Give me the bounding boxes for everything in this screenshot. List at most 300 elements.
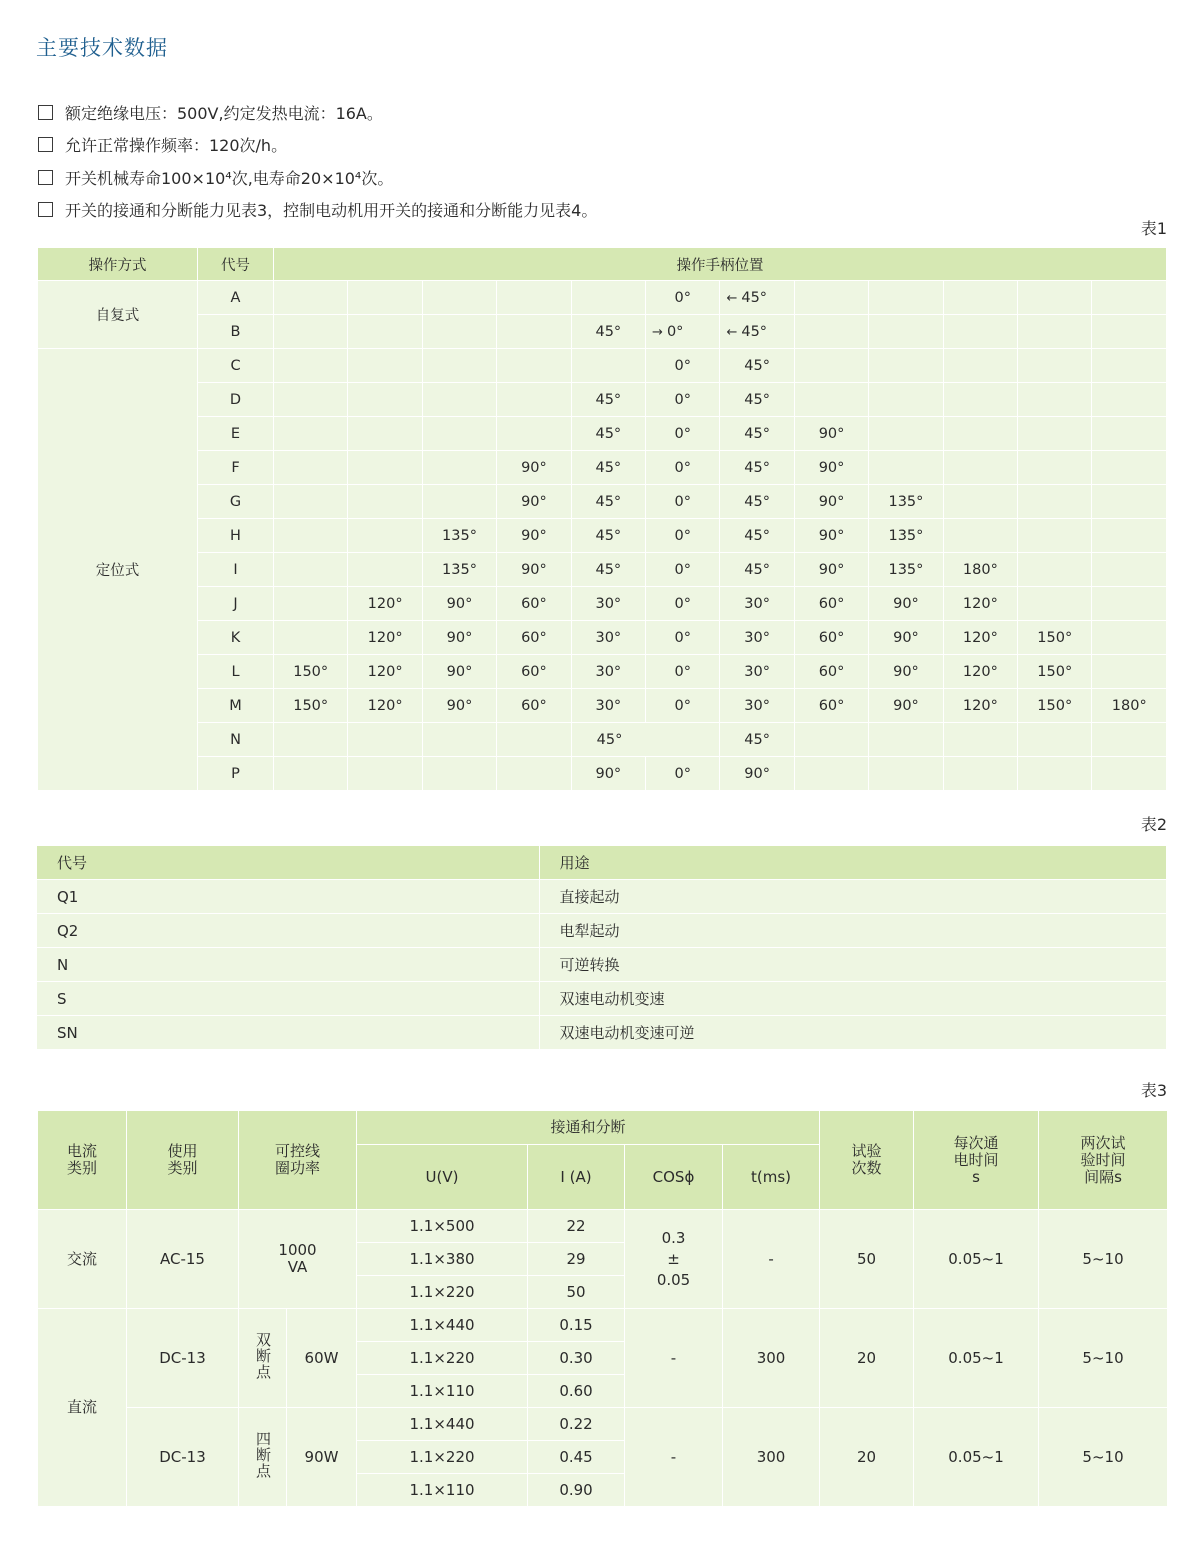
break-type-text: 四断点 (254, 1431, 272, 1479)
position-cell (646, 417, 720, 451)
position-cell (869, 417, 943, 451)
position-cell (794, 315, 868, 349)
current-type-cell: 直流 (38, 1309, 127, 1507)
position-value: 90° (893, 697, 919, 714)
i-cell: 0.60 (528, 1375, 625, 1408)
use-cell: 可逆转换 (539, 948, 1167, 982)
position-cell (497, 417, 571, 451)
position-cell (571, 417, 645, 451)
position-cell (348, 349, 422, 383)
position-cell (422, 723, 496, 757)
position-cell (274, 689, 348, 723)
use-cell: 直接起动 (539, 880, 1167, 914)
position-cell (943, 553, 1017, 587)
position-cell (646, 451, 720, 485)
header-make-break: 接通和分断 (357, 1111, 820, 1145)
position-cell (1018, 621, 1092, 655)
table3-header-row (38, 1111, 1168, 1145)
header-mode: 操作方式 (38, 248, 198, 281)
bullet-text: 允许正常操作频率：120次/h。 (65, 136, 288, 156)
position-value: 45° (744, 425, 770, 442)
position-cell (943, 281, 1017, 315)
position-value: 30° (595, 663, 622, 680)
position-cell (497, 451, 571, 485)
page-title: 主要技术数据 (36, 36, 168, 60)
u-cell: 1.1×220 (357, 1276, 528, 1309)
position-value: 0° (674, 765, 691, 782)
code-cell: S (37, 982, 539, 1016)
position-cell (646, 349, 720, 383)
code-cell: H (198, 519, 274, 553)
position-value: 0° (674, 493, 691, 510)
table-row (38, 655, 1167, 689)
use-type-cell: AC-15 (127, 1210, 239, 1309)
position-cell (646, 281, 720, 315)
position-cell (422, 315, 496, 349)
position-value: 0° (666, 323, 684, 340)
position-cell (422, 349, 496, 383)
position-cell (571, 723, 720, 757)
table-row (38, 417, 1167, 451)
position-cell (869, 553, 943, 587)
position-value: 90° (818, 459, 845, 476)
header-positions: 操作手柄位置 (274, 248, 1167, 281)
position-value: 90° (446, 697, 473, 714)
checkbox-icon (38, 170, 53, 185)
position-value: 120° (962, 629, 998, 646)
position-cell (497, 757, 571, 791)
code-cell: A (198, 281, 274, 315)
position-value: 45° (595, 323, 622, 340)
position-value: 90° (446, 595, 473, 612)
table-row (38, 519, 1167, 553)
code-cell: G (198, 485, 274, 519)
position-value: 120° (962, 595, 998, 612)
u-cell: 1.1×110 (357, 1474, 528, 1507)
position-cell (348, 485, 422, 519)
position-value: 60° (818, 663, 845, 680)
position-cell (422, 757, 496, 791)
position-cell (274, 553, 348, 587)
position-cell (1092, 723, 1167, 757)
position-cell (1018, 587, 1092, 621)
position-cell (869, 383, 943, 417)
table-row (38, 349, 1167, 383)
position-cell (497, 621, 571, 655)
position-cell (1092, 757, 1167, 791)
header-cos: COSϕ (625, 1145, 723, 1210)
use-cell: 双速电动机变速 (539, 982, 1167, 1016)
position-cell (1018, 451, 1092, 485)
position-cell (571, 587, 645, 621)
position-cell (943, 689, 1017, 723)
position-cell (348, 689, 422, 723)
position-cell (571, 349, 645, 383)
tests-cell: 20 (820, 1408, 914, 1507)
table1-header-row (38, 248, 1167, 281)
bullet-item (38, 161, 597, 194)
position-value: 120° (962, 697, 998, 714)
position-cell (497, 349, 571, 383)
position-value: 90° (446, 629, 473, 646)
position-cell (1018, 519, 1092, 553)
position-value: 0° (674, 391, 691, 408)
position-cell (571, 383, 645, 417)
t-cell: - (723, 1210, 820, 1309)
position-cell (646, 621, 720, 655)
position-value: 120° (962, 663, 998, 680)
position-value: 60° (818, 697, 845, 714)
code-cell: N (37, 948, 539, 982)
position-cell (720, 757, 794, 791)
position-cell (274, 485, 348, 519)
position-cell (497, 689, 571, 723)
table-row (37, 948, 1167, 982)
position-cell (348, 723, 422, 757)
energize-time-cell: 0.05~1 (914, 1210, 1039, 1309)
position-value: 45° (744, 459, 770, 476)
position-cell (720, 587, 794, 621)
bullet-text: 开关机械寿命100×10⁴次,电寿命20×10⁴次。 (65, 168, 394, 188)
position-value: 30° (744, 697, 770, 714)
position-cell (720, 349, 794, 383)
position-value: 45° (595, 425, 622, 442)
position-value: 0° (674, 289, 691, 306)
position-cell (348, 757, 422, 791)
bullet-item (38, 129, 597, 162)
position-cell (422, 383, 496, 417)
i-cell: 0.30 (528, 1342, 625, 1375)
position-value: 60° (521, 595, 547, 612)
position-cell (1018, 383, 1092, 417)
position-cell (274, 723, 348, 757)
header-use: 用途 (539, 846, 1167, 880)
i-cell: 0.45 (528, 1441, 625, 1474)
use-type-cell: DC-13 (127, 1309, 239, 1408)
position-value: 45° (744, 357, 770, 374)
t-cell: 300 (723, 1408, 820, 1507)
tests-cell: 20 (820, 1309, 914, 1408)
coil-power-cell: 1000 VA (239, 1210, 357, 1309)
position-cell (1092, 587, 1167, 621)
position-cell (720, 689, 794, 723)
position-cell (869, 587, 943, 621)
position-cell (348, 315, 422, 349)
position-value: 60° (818, 629, 845, 646)
position-cell (794, 485, 868, 519)
table-row (38, 757, 1167, 791)
cos-cell: - (625, 1309, 723, 1408)
header-interval: 两次试 验时间 间隔s (1039, 1111, 1168, 1210)
position-cell (1092, 689, 1167, 723)
position-cell (1092, 553, 1167, 587)
position-value: 0° (674, 459, 691, 476)
position-cell (1092, 281, 1167, 315)
position-cell (1092, 451, 1167, 485)
position-cell (794, 519, 868, 553)
position-cell (720, 519, 794, 553)
position-value: 30° (744, 595, 770, 612)
position-value: 60° (521, 697, 547, 714)
code-cell: SN (37, 1016, 539, 1050)
position-cell (869, 621, 943, 655)
position-value: 135° (442, 561, 477, 578)
position-cell (571, 451, 645, 485)
position-cell (646, 757, 720, 791)
table-row (38, 553, 1167, 587)
position-value: 45° (744, 561, 770, 578)
position-cell (794, 417, 868, 451)
position-cell (348, 655, 422, 689)
position-cell (1092, 315, 1167, 349)
position-cell (794, 655, 868, 689)
checkbox-icon (38, 202, 53, 217)
position-value: 150° (1037, 697, 1073, 714)
header-code: 代号 (198, 248, 274, 281)
position-cell (1092, 655, 1167, 689)
table2-label: 表2 (1140, 815, 1167, 834)
position-cell (1018, 757, 1092, 791)
position-cell (1018, 281, 1092, 315)
energize-time-cell: 0.05~1 (914, 1309, 1039, 1408)
position-cell (646, 383, 720, 417)
position-cell (274, 281, 348, 315)
position-value: 90° (818, 425, 845, 442)
header-i: I (A) (528, 1145, 625, 1210)
position-cell (869, 451, 943, 485)
bullet-list (38, 96, 597, 226)
header-tests: 试验 次数 (820, 1111, 914, 1210)
position-cell (1018, 485, 1092, 519)
position-value: 45° (744, 493, 770, 510)
position-cell (348, 587, 422, 621)
position-cell (422, 689, 496, 723)
u-cell: 1.1×380 (357, 1243, 528, 1276)
position-cell (943, 315, 1017, 349)
position-cell (794, 689, 868, 723)
position-cell (943, 451, 1017, 485)
t-cell: 300 (723, 1309, 820, 1408)
table-row (38, 1309, 1168, 1342)
position-value: 135° (888, 561, 924, 578)
position-value: 30° (595, 595, 622, 612)
position-cell (422, 485, 496, 519)
position-cell (422, 281, 496, 315)
interval-cell: 5~10 (1039, 1408, 1168, 1507)
position-cell (1018, 723, 1092, 757)
position-value: 30° (595, 697, 622, 714)
position-cell (794, 349, 868, 383)
position-cell (646, 519, 720, 553)
position-cell (1018, 553, 1092, 587)
position-cell (794, 757, 868, 791)
position-value: 45° (595, 561, 622, 578)
break-type-cell (239, 1309, 287, 1408)
position-value: 180° (1111, 697, 1147, 714)
position-cell (497, 281, 571, 315)
position-value: 0° (674, 595, 691, 612)
u-cell: 1.1×220 (357, 1342, 528, 1375)
table-row (38, 383, 1167, 417)
position-cell (720, 553, 794, 587)
table2 (37, 846, 1167, 1050)
position-cell (571, 689, 645, 723)
position-cell (348, 621, 422, 655)
table-row (38, 315, 1167, 349)
position-cell (1092, 485, 1167, 519)
position-cell (869, 519, 943, 553)
position-value: 90° (521, 561, 547, 578)
position-cell (943, 621, 1017, 655)
position-cell (571, 519, 645, 553)
position-value: 180° (962, 561, 998, 578)
position-cell (274, 451, 348, 485)
position-cell (720, 315, 794, 349)
position-value: 30° (744, 663, 770, 680)
position-cell (1018, 689, 1092, 723)
position-cell (869, 315, 943, 349)
position-cell (943, 383, 1017, 417)
position-cell (422, 451, 496, 485)
position-value: 120° (367, 595, 403, 612)
position-cell (274, 757, 348, 791)
table-row (38, 587, 1167, 621)
code-cell: L (198, 655, 274, 689)
position-cell (943, 757, 1017, 791)
arrow-left-icon: ← (726, 290, 738, 306)
table-row (38, 281, 1167, 315)
i-cell: 0.90 (528, 1474, 625, 1507)
position-value: 120° (367, 629, 403, 646)
position-value: 0° (674, 527, 691, 544)
break-type-text: 双断点 (254, 1332, 272, 1380)
position-cell (348, 281, 422, 315)
header-t: t(ms) (723, 1145, 820, 1210)
position-value: 0° (674, 561, 691, 578)
position-cell (348, 417, 422, 451)
position-value: 45° (741, 323, 768, 340)
position-value: 150° (1037, 663, 1073, 680)
table-row (38, 485, 1167, 519)
position-value: 45° (741, 289, 768, 306)
position-cell (794, 383, 868, 417)
position-cell (497, 587, 571, 621)
position-cell (422, 655, 496, 689)
position-cell (720, 417, 794, 451)
position-cell (571, 621, 645, 655)
position-value: 0° (674, 357, 691, 374)
position-cell (720, 383, 794, 417)
position-cell (646, 655, 720, 689)
mode-cell: 自复式 (38, 281, 198, 349)
table2-header-row (37, 846, 1167, 880)
position-cell (348, 451, 422, 485)
position-cell (943, 485, 1017, 519)
position-value: 60° (818, 595, 845, 612)
position-cell (1092, 417, 1167, 451)
position-value: 90° (744, 765, 770, 782)
header-energize-time: 每次通 电时间 s (914, 1111, 1039, 1210)
i-cell: 22 (528, 1210, 625, 1243)
position-value: 45° (744, 527, 770, 544)
position-cell (794, 621, 868, 655)
energize-time-cell: 0.05~1 (914, 1408, 1039, 1507)
bullet-item (38, 96, 597, 129)
position-value: 90° (521, 493, 547, 510)
position-cell (571, 655, 645, 689)
position-value: 150° (293, 697, 329, 714)
position-cell (1092, 621, 1167, 655)
code-cell: C (198, 349, 274, 383)
position-cell (646, 587, 720, 621)
code-cell: F (198, 451, 274, 485)
interval-cell: 5~10 (1039, 1210, 1168, 1309)
cos-cell: - (625, 1408, 723, 1507)
break-type-cell (239, 1408, 287, 1507)
position-cell (869, 349, 943, 383)
position-cell (571, 553, 645, 587)
table1 (37, 247, 1167, 791)
position-cell (720, 281, 794, 315)
position-value: 90° (595, 765, 622, 782)
position-cell (794, 587, 868, 621)
position-cell (497, 485, 571, 519)
header-code: 代号 (37, 846, 539, 880)
position-cell (646, 485, 720, 519)
position-cell (646, 689, 720, 723)
position-cell (422, 519, 496, 553)
position-value: 0° (674, 663, 691, 680)
position-cell (348, 519, 422, 553)
code-cell: Q2 (37, 914, 539, 948)
position-value: 45° (595, 391, 622, 408)
bullet-text: 额定绝缘电压：500V,约定发热电流：16A。 (65, 103, 383, 123)
code-cell: J (198, 587, 274, 621)
position-value: 90° (893, 629, 919, 646)
position-value: 135° (888, 493, 924, 510)
position-cell (1018, 315, 1092, 349)
position-value: 90° (893, 595, 919, 612)
position-cell (571, 315, 645, 349)
position-cell (497, 519, 571, 553)
arrow-left-icon: ← (726, 324, 738, 340)
position-cell (571, 281, 645, 315)
position-cell (869, 281, 943, 315)
position-value: 45° (596, 731, 623, 748)
position-cell (1092, 519, 1167, 553)
code-cell: K (198, 621, 274, 655)
position-value: 60° (521, 663, 547, 680)
bullet-item (38, 194, 597, 227)
current-type-cell: 交流 (38, 1210, 127, 1309)
position-value: 120° (367, 663, 403, 680)
position-value: 45° (595, 527, 622, 544)
position-cell (274, 349, 348, 383)
position-cell (943, 349, 1017, 383)
table-row (37, 1016, 1167, 1050)
position-value: 90° (818, 527, 845, 544)
position-value: 150° (1037, 629, 1073, 646)
position-cell (274, 417, 348, 451)
position-cell (571, 485, 645, 519)
position-value: 150° (293, 663, 329, 680)
position-cell (1018, 349, 1092, 383)
position-value: 135° (442, 527, 477, 544)
header-u: U(V) (357, 1145, 528, 1210)
u-cell: 1.1×440 (357, 1408, 528, 1441)
position-cell (274, 383, 348, 417)
position-cell (1092, 383, 1167, 417)
